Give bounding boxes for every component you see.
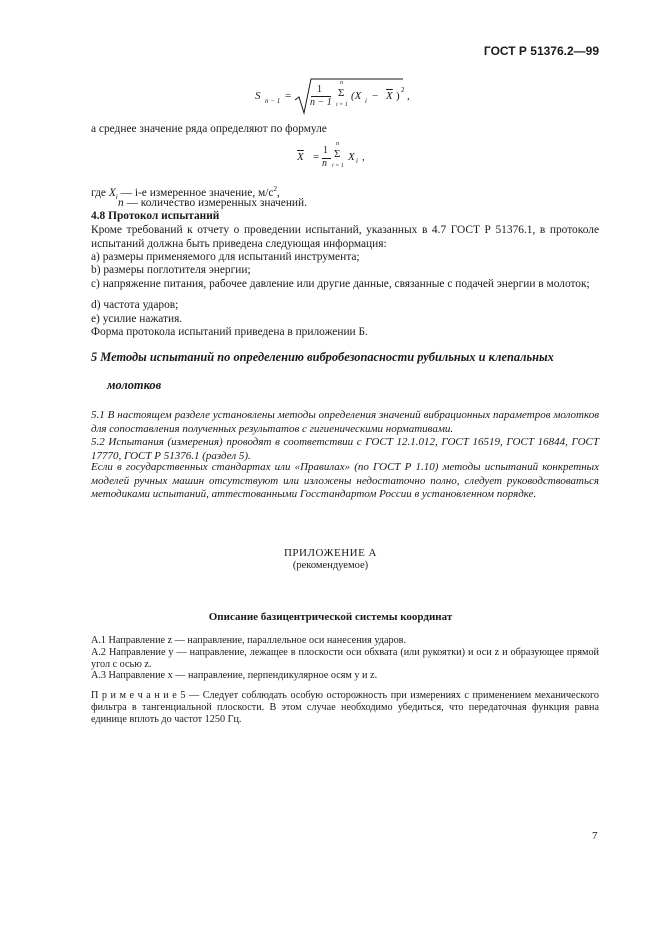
list-item: d) частота ударов;	[91, 299, 179, 311]
formula-intro-text: а среднее значение ряда определяют по формуле	[91, 123, 327, 135]
appendix-a3: A.3 Направление x — направление, перпендикулярное осям y и z.	[91, 670, 378, 681]
formula-mean: $\overline{X}$ = 1 n n Σ i = 1 X i ,	[297, 141, 365, 169]
section-4-8-intro: Кроме требований к отчету о проведении испытаний, указанных в 4.7 ГОСТ Р 51376.1, в протоколе испытаний должна быть приведена следующая информация:	[91, 224, 599, 250]
list-item: c) напряжение питания, рабочее давление или другие данные, связанные с подачей энергии в молоток;	[91, 278, 590, 290]
note-text: — Следует соблюдать особую осторожность при измерениях с применением механического фильтра в тангенциальной плоскости. В этом случае необходимо убедиться, что передаточная функция равна единице вплоть до частот 1250 Гц.	[91, 690, 599, 726]
where-line-2: n — количество измеренных значений.	[118, 197, 307, 209]
appendix-subtitle: (рекомендуемое)	[292, 560, 369, 571]
section-5-1: 5.1 В настоящем разделе установлены методы определения значений вибрационных параметров молотков для сопоставления полученных результатов с гигиеническими нормативами.	[91, 409, 599, 435]
appendix-heading: Описание базицентрической системы координат	[208, 611, 453, 623]
section-4-8-heading: 4.8 Протокол испытаний	[91, 210, 220, 222]
note-label: П р и м е ч а н и е 5	[91, 690, 186, 701]
section-5-2: 5.2 Испытания (измерения) проводят в соответствии с ГОСТ 12.1.012, ГОСТ 16519, ГОСТ 16844, ГОСТ 17770, ГОСТ Р 51376.1 (раздел 5).	[91, 436, 599, 462]
page-number: 7	[592, 830, 598, 842]
list-item: a) размеры применяемого для испытаний инструмента;	[91, 251, 360, 263]
appendix-title: ПРИЛОЖЕНИЕ А	[283, 547, 377, 559]
section-5-heading-cont: молотков	[107, 378, 162, 392]
list-item: e) усилие нажатия.	[91, 313, 183, 325]
appendix-note	[91, 690, 599, 727]
appendix-a1: A.1 Направление z — направление, параллельное оси нанесения ударов.	[91, 635, 407, 646]
section-4-8-closing: Форма протокола испытаний приведена в приложении Б.	[91, 326, 368, 338]
list-item: b) размеры поглотителя энергии;	[91, 264, 251, 276]
where-line-1: где $X_i$ — i-е измеренное значение, $м/с^2$,	[91, 185, 280, 202]
formula-std-deviation: S n − 1 = 1 n − 1 n Σ i = 1 (X i − $\overline{X}$ ) 2 ,	[255, 77, 455, 117]
document-code: ГОСТ Р 51376.2—99	[483, 44, 599, 58]
section-5-para-3: Если в государственных стандартах или «Правилах» (по ГОСТ Р 1.10) методы испытаний конкретных моделей ручных машин отсутствуют или изложены недостаточно полно, следует руководствоваться методиками испытаний, аттестованными Госстандартом России в установленном порядке.	[91, 461, 599, 501]
section-5-heading: 5 Методы испытаний по определению вибробезопасности рубильных и клепальных	[91, 350, 554, 364]
appendix-a2: A.2 Направление y — направление, лежащее в плоскости оси обхвата (или рукоятки) и оси z и образующее прямой угол с осью z.	[91, 647, 599, 671]
